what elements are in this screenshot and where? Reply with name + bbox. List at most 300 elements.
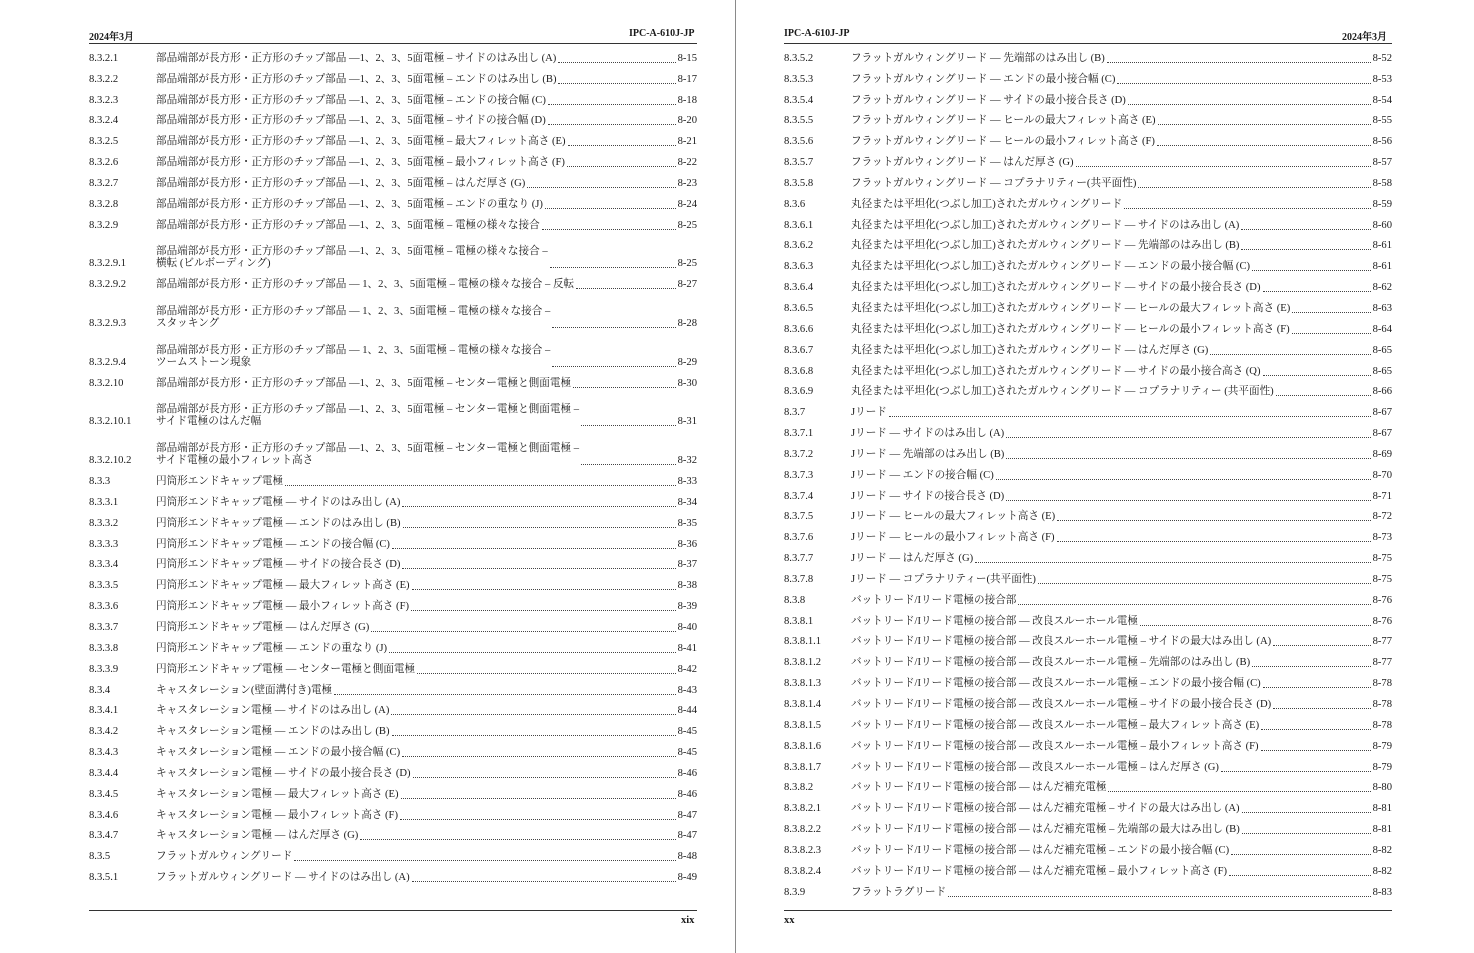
- toc-entry-title-wrap: [156, 789, 678, 801]
- left-page: [0, 0, 735, 953]
- toc-entry-number: 8.3.6: [784, 198, 806, 210]
- toc-entry-title-wrap: [156, 497, 678, 509]
- toc-dot-leader: [401, 797, 676, 799]
- toc-dot-leader: [1108, 790, 1370, 792]
- toc-entry-page: 8-81: [1372, 824, 1392, 836]
- toc-dot-leader: [360, 838, 675, 840]
- toc-entry[interactable]: [89, 679, 697, 700]
- toc-entry-title: バットリード/Iリード電極の接合部 — 改良スルーホール電極 – サイドの最大はみ出し (A): [851, 636, 1272, 648]
- toc-entry-page: 8-40: [677, 622, 697, 634]
- toc-entry-title: 部品端部が長方形・正方形のチップ部品 — 1、2、3、5面電極 – 電極の様々な接合 – ツームストーン現象: [156, 344, 551, 368]
- toc-dot-leader: [527, 186, 675, 188]
- toc-entry-title-wrap: [156, 601, 678, 613]
- toc-entry[interactable]: [89, 470, 697, 491]
- toc-entry-title-wrap: [851, 741, 1373, 753]
- toc-entry[interactable]: [89, 333, 697, 372]
- toc-dot-leader: [392, 734, 676, 736]
- toc-entry[interactable]: [89, 172, 697, 193]
- toc-entry[interactable]: [89, 741, 697, 762]
- toc-entry-title-wrap: [156, 246, 678, 270]
- toc-entry-page: 8-63: [1372, 302, 1392, 314]
- toc-entry-page: 8-22: [677, 157, 697, 169]
- toc-entry-number: 8.3.2.10.2: [89, 455, 132, 467]
- toc-entry-number: 8.3.5.2: [784, 52, 814, 64]
- toc-entry[interactable]: [784, 485, 1392, 506]
- toc-entry-title: 円筒形エンドキャップ電極 — エンドのはみ出し (B): [156, 517, 401, 529]
- toc-entry-title-wrap: [851, 282, 1373, 294]
- toc-entry-title: フラットガルウィングリード — サイドの最小接合長さ (D): [851, 94, 1126, 106]
- toc-entry-page: 8-61: [1372, 261, 1392, 273]
- toc-entry-title: 部品端部が長方形・正方形のチップ部品 —1、2、3、5面電極 – エンドの接合幅 (C): [156, 94, 546, 106]
- toc-entry[interactable]: [784, 610, 1392, 631]
- toc-entry-page: 8-83: [1372, 886, 1392, 898]
- toc-dot-leader: [545, 207, 676, 209]
- toc-dot-leader: [1128, 103, 1371, 105]
- toc-entry-title-wrap: [851, 845, 1373, 857]
- toc-entry[interactable]: [784, 443, 1392, 464]
- toc-entry[interactable]: [784, 631, 1392, 652]
- toc-entry-number: 8.3.7.1: [784, 428, 814, 440]
- toc-entry-title-wrap: [851, 324, 1373, 336]
- toc-entry[interactable]: [784, 151, 1392, 172]
- toc-entry[interactable]: [784, 756, 1392, 777]
- toc-dot-leader: [1229, 874, 1371, 876]
- toc-entry-title-wrap: [156, 220, 678, 232]
- toc-entry-title-wrap: [156, 643, 678, 655]
- toc-dot-leader: [371, 630, 675, 632]
- toc-entry-page: 8-78: [1372, 678, 1392, 690]
- toc-entry-page: 8-66: [1372, 386, 1392, 398]
- toc-entry-title-wrap: [156, 830, 678, 842]
- toc-dot-leader: [403, 526, 676, 528]
- toc-entry-number: 8.3.2.10.1: [89, 416, 132, 428]
- toc-entry-title-wrap: [851, 386, 1373, 398]
- toc-entry-title: バットリード/Iリード電極の接合部 — 改良スルーホール電極 – サイドの最小接合長さ (D): [851, 699, 1272, 710]
- toc-entry-page: 8-34: [677, 496, 697, 508]
- toc-dot-leader: [581, 463, 676, 465]
- toc-dot-leader: [1292, 311, 1370, 313]
- toc-entry[interactable]: [784, 547, 1392, 568]
- toc-entry-page: 8-71: [1372, 490, 1392, 502]
- right-footer-rule: [784, 910, 1392, 911]
- toc-dot-leader: [558, 61, 675, 63]
- toc-entry[interactable]: [89, 866, 697, 887]
- toc-entry-title-wrap: [851, 470, 1373, 482]
- toc-entry-page: 8-15: [677, 52, 697, 64]
- toc-entry-page: 8-82: [1372, 865, 1392, 877]
- toc-entry-page: 8-64: [1372, 323, 1392, 335]
- toc-entry-title-wrap: [851, 53, 1373, 65]
- toc-entry-number: 8.3.8.2.4: [784, 865, 822, 877]
- toc-entry-page: 8-45: [677, 747, 697, 759]
- toc-entry-number: 8.3.8.1.6: [784, 740, 822, 752]
- toc-entry-page: 8-21: [677, 136, 697, 148]
- toc-entry[interactable]: [784, 381, 1392, 402]
- page-spine: [735, 0, 736, 953]
- toc-entry[interactable]: [784, 172, 1392, 193]
- toc-entry[interactable]: [784, 214, 1392, 235]
- toc-entry-number: 8.3.7.4: [784, 490, 814, 502]
- toc-entry-title: 部品端部が長方形・正方形のチップ部品 —1、2、3、5面電極 – サイドのはみ出し (A): [156, 52, 557, 64]
- toc-entry-number: 8.3.3.8: [89, 642, 119, 654]
- toc-entry[interactable]: [784, 735, 1392, 756]
- toc-entry[interactable]: [89, 110, 697, 131]
- toc-entry[interactable]: [89, 393, 697, 432]
- toc-dot-leader: [1252, 665, 1370, 667]
- toc-entry-title: バットリード/Iリード電極の接合部 — 改良スルーホール電極 – 最大フィレット高さ (E): [851, 719, 1260, 731]
- toc-entry-page: 8-65: [1372, 365, 1392, 377]
- toc-entry-number: 8.3.4.6: [89, 809, 119, 821]
- toc-entry[interactable]: [784, 881, 1392, 902]
- toc-entry-title: キャスタレーション電極 — 最大フィレット高さ (E): [156, 788, 399, 800]
- toc-entry[interactable]: [784, 506, 1392, 527]
- toc-entry-number: 8.3.5.7: [784, 157, 814, 169]
- toc-entry-title-wrap: [156, 810, 678, 822]
- toc-entry-page: 8-69: [1372, 448, 1392, 460]
- toc-entry[interactable]: [89, 214, 697, 235]
- toc-entry[interactable]: [89, 595, 697, 616]
- toc-entry[interactable]: [89, 47, 697, 68]
- toc-entry-title: 丸径または平坦化(つぶし加工)されたガルウィングリード: [851, 198, 1123, 210]
- toc-entry-page: 8-52: [1372, 52, 1392, 64]
- toc-entry[interactable]: [784, 693, 1392, 714]
- toc-dot-leader: [1241, 248, 1370, 250]
- toc-entry-page: 8-37: [677, 559, 697, 571]
- left-header-rule: [89, 43, 697, 44]
- toc-entry[interactable]: [89, 68, 697, 89]
- toc-entry-number: 8.3.6.8: [784, 365, 814, 377]
- toc-entry-page: 8-36: [677, 538, 697, 550]
- toc-dot-leader: [1261, 728, 1370, 730]
- toc-entry[interactable]: [89, 783, 697, 804]
- toc-entry[interactable]: [784, 464, 1392, 485]
- toc-entry-title: バットリード/Iリード電極の接合部 — はんだ補充電極 – エンドの最小接合幅 (C): [851, 844, 1230, 856]
- toc-entry-title-wrap: [156, 178, 678, 190]
- toc-entry-title-wrap: [851, 782, 1373, 794]
- toc-entry[interactable]: [784, 360, 1392, 381]
- toc-entry[interactable]: [784, 235, 1392, 256]
- toc-entry-page: 8-20: [677, 115, 697, 127]
- toc-entry-title-wrap: [851, 178, 1373, 190]
- toc-entry-number: 8.3.2.9.4: [89, 356, 127, 368]
- toc-entry-page: 8-79: [1372, 761, 1392, 773]
- toc-entry-title: 丸径または平坦化(つぶし加工)されたガルウィングリード — 先端部のはみ出し (B): [851, 240, 1240, 252]
- toc-entry-title: 部品端部が長方形・正方形のチップ部品 —1、2、3、5面電極 – センター電極と側面電極 – サイド電極の最小フィレット高さ: [156, 443, 580, 467]
- toc-dot-leader: [1252, 269, 1371, 271]
- toc-entry-title-wrap: [851, 428, 1373, 440]
- toc-entry-page: 8-23: [677, 177, 697, 189]
- toc-entry-title-wrap: [851, 720, 1373, 732]
- toc-entry[interactable]: [89, 294, 697, 333]
- toc-entry[interactable]: [784, 89, 1392, 110]
- toc-entry-title-wrap: [851, 595, 1373, 607]
- toc-entry-title: 丸径または平坦化(つぶし加工)されたガルウィングリード — ヒールの最小フィレット高さ (F): [851, 323, 1290, 335]
- toc-entry-number: 8.3.6.5: [784, 302, 814, 314]
- toc-entry[interactable]: [784, 651, 1392, 672]
- toc-entry-title: フラットガルウィングリード — エンドの最小接合幅 (C): [851, 73, 1116, 85]
- toc-entry-number: 8.3.8: [784, 594, 806, 606]
- toc-entry-page: 8-76: [1372, 594, 1392, 606]
- toc-entry-number: 8.3.7.7: [784, 553, 814, 565]
- toc-entry-title: 円筒形エンドキャップ電極 — 最小フィレット高さ (F): [156, 601, 409, 613]
- toc-entry-number: 8.3.4.7: [89, 830, 119, 842]
- right-toc-list: [784, 47, 1392, 902]
- toc-entry-title: フラットガルウィングリード — ヒールの最大フィレット高さ (E): [851, 115, 1156, 127]
- toc-entry-title: バットリード/Iリード電極の接合部 — 改良スルーホール電極 – 先端部のはみ出し (B): [851, 657, 1251, 669]
- toc-entry[interactable]: [89, 235, 697, 274]
- toc-entry-title-wrap: [156, 157, 678, 169]
- toc-entry-number: 8.3.3.4: [89, 559, 119, 571]
- toc-entry-number: 8.3.8.2: [784, 782, 814, 794]
- toc-entry-number: 8.3.2.8: [89, 198, 119, 210]
- toc-entry-number: 8.3.2.5: [89, 136, 119, 148]
- toc-entry-number: 8.3.8.1.2: [784, 657, 822, 669]
- toc-entry-title: キャスタレーション電極 — 最小フィレット高さ (F): [156, 809, 398, 821]
- toc-entry-number: 8.3.5.1: [89, 872, 119, 884]
- toc-entry[interactable]: [784, 672, 1392, 693]
- toc-entry[interactable]: [89, 491, 697, 512]
- toc-entry-title: 円筒形エンドキャップ電極 — はんだ厚さ (G): [156, 622, 370, 634]
- toc-entry-number: 8.3.3.5: [89, 580, 119, 592]
- toc-entry-title: 部品端部が長方形・正方形のチップ部品 —1、2、3、5面電極 – 最小フィレット高さ (F): [156, 157, 565, 169]
- toc-entry-number: 8.3.5.4: [784, 94, 814, 106]
- toc-dot-leader: [1263, 686, 1371, 688]
- toc-entry-title: 部品端部が長方形・正方形のチップ部品 —1、2、3、5面電極 – 最大フィレット高さ (E): [156, 136, 566, 148]
- toc-entry-number: 8.3.8.1.3: [784, 678, 822, 690]
- toc-dot-leader: [567, 165, 676, 167]
- toc-entry-title-wrap: [851, 199, 1373, 211]
- toc-entry-title: フラットガルウィングリード — サイドのはみ出し (A): [156, 872, 410, 884]
- toc-entry-page: 8-57: [1372, 157, 1392, 169]
- toc-entry-page: 8-38: [677, 580, 697, 592]
- toc-entry-title-wrap: [851, 866, 1373, 878]
- toc-entry-page: 8-35: [677, 517, 697, 529]
- toc-dot-leader: [996, 478, 1371, 480]
- toc-dot-leader: [1018, 603, 1370, 605]
- toc-entry[interactable]: [784, 777, 1392, 798]
- toc-entry-page: 8-17: [677, 73, 697, 85]
- toc-entry-title: Jリード — 先端部のはみ出し (B): [851, 448, 1005, 460]
- toc-dot-leader: [548, 123, 676, 125]
- toc-entry-title-wrap: [851, 678, 1373, 690]
- toc-entry[interactable]: [784, 401, 1392, 422]
- toc-entry[interactable]: [784, 130, 1392, 151]
- toc-entry-title-wrap: [851, 616, 1373, 628]
- toc-entry-number: 8.3.2.10: [89, 377, 124, 389]
- toc-entry[interactable]: [784, 193, 1392, 214]
- toc-entry[interactable]: [784, 297, 1392, 318]
- toc-entry[interactable]: [89, 372, 697, 393]
- toc-dot-leader: [552, 365, 675, 367]
- toc-entry[interactable]: [89, 151, 697, 172]
- toc-dot-leader: [1231, 853, 1370, 855]
- toc-entry-title: バットリード/Iリード電極の接合部 — 改良スルーホール電極 – 最小フィレット高さ (F): [851, 740, 1259, 752]
- toc-entry[interactable]: [89, 89, 697, 110]
- toc-entry-number: 8.3.7.8: [784, 573, 814, 585]
- toc-entry-page: 8-30: [677, 377, 697, 389]
- toc-entry[interactable]: [89, 273, 697, 294]
- toc-entry-page: 8-58: [1372, 177, 1392, 189]
- toc-entry-title-wrap: [156, 95, 678, 107]
- toc-entry-title: 部品端部が長方形・正方形のチップ部品 —1、2、3、5面電極 – センター電極と側面電極 – サイド電極のはんだ幅: [156, 404, 580, 428]
- toc-entry-title-wrap: [851, 887, 1373, 899]
- toc-entry-page: 8-48: [677, 851, 697, 863]
- toc-entry-title-wrap: [851, 115, 1373, 127]
- toc-entry[interactable]: [89, 762, 697, 783]
- toc-entry-number: 8.3.2.9.2: [89, 279, 127, 291]
- right-page: [737, 0, 1474, 953]
- toc-entry-number: 8.3.3.3: [89, 538, 119, 550]
- right-page-number: xx: [784, 915, 795, 926]
- toc-entry-title-wrap: [851, 345, 1373, 357]
- toc-entry-title: 円筒形エンドキャップ電極 — 最大フィレット高さ (E): [156, 580, 410, 592]
- toc-entry[interactable]: [89, 845, 697, 866]
- toc-entry[interactable]: [784, 839, 1392, 860]
- toc-entry-number: 8.3.8.1.1: [784, 636, 822, 648]
- toc-entry-title-wrap: [851, 511, 1373, 523]
- toc-entry[interactable]: [89, 533, 697, 554]
- toc-entry-title-wrap: [851, 136, 1373, 148]
- toc-entry-title-wrap: [851, 553, 1373, 565]
- toc-entry-title: Jリード — ヒールの最小フィレット高さ (F): [851, 532, 1055, 544]
- toc-entry-title: フラットガルウィングリード — 先端部のはみ出し (B): [851, 52, 1105, 64]
- toc-entry-page: 8-46: [677, 767, 697, 779]
- toc-entry[interactable]: [89, 193, 697, 214]
- toc-entry[interactable]: [89, 720, 697, 741]
- toc-entry[interactable]: [89, 637, 697, 658]
- toc-entry[interactable]: [89, 658, 697, 679]
- toc-entry-title-wrap: [156, 74, 678, 86]
- toc-entry-number: 8.3.2.1: [89, 52, 119, 64]
- toc-dot-leader: [573, 386, 676, 388]
- toc-entry[interactable]: [784, 276, 1392, 297]
- toc-entry[interactable]: [784, 714, 1392, 735]
- toc-dot-leader: [294, 859, 675, 861]
- toc-entry[interactable]: [89, 700, 697, 721]
- toc-entry[interactable]: [784, 526, 1392, 547]
- toc-entry[interactable]: [784, 255, 1392, 276]
- toc-entry-title-wrap: [156, 685, 678, 697]
- toc-entry-title-wrap: [156, 539, 678, 551]
- toc-dot-leader: [1006, 436, 1370, 438]
- toc-entry-title: フラットラグリード: [851, 886, 947, 898]
- toc-entry[interactable]: [89, 130, 697, 151]
- toc-entry-number: 8.3.7.5: [784, 511, 814, 523]
- toc-entry-title: バットリード/Iリード電極の接合部 — 改良スルーホール電極 – はんだ厚さ (G): [851, 761, 1219, 773]
- toc-entry[interactable]: [784, 318, 1392, 339]
- toc-dot-leader: [389, 651, 676, 653]
- toc-dot-leader: [1124, 207, 1371, 209]
- toc-entry[interactable]: [784, 68, 1392, 89]
- toc-entry-title: Jリード — コプラナリティー(共平面性): [851, 573, 1036, 585]
- toc-entry[interactable]: [89, 616, 697, 637]
- right-header-doc-id: IPC-A-610J-JP: [784, 28, 850, 39]
- toc-entry-title: キャスタレーション電極 — はんだ厚さ (G): [156, 830, 359, 842]
- toc-entry[interactable]: [784, 422, 1392, 443]
- toc-entry-number: 8.3.7.2: [784, 448, 814, 460]
- toc-entry[interactable]: [89, 431, 697, 470]
- toc-entry[interactable]: [784, 110, 1392, 131]
- left-header-date: 2024年3月: [89, 32, 134, 43]
- toc-entry-title: フラットガルウィングリード — ヒールの最小フィレット高さ (F): [851, 136, 1155, 148]
- toc-entry-title-wrap: [851, 699, 1373, 711]
- toc-entry[interactable]: [89, 512, 697, 533]
- toc-entry-title-wrap: [156, 404, 678, 428]
- toc-entry[interactable]: [784, 797, 1392, 818]
- toc-entry-page: 8-61: [1372, 240, 1392, 252]
- toc-entry-title-wrap: [156, 306, 678, 330]
- toc-entry-number: 8.3.7: [784, 407, 806, 419]
- toc-dot-leader: [400, 818, 676, 820]
- toc-entry[interactable]: [89, 554, 697, 575]
- toc-entry-title: 部品端部が長方形・正方形のチップ部品 —1、2、3、5面電極 – エンドの重なり (J): [156, 198, 543, 210]
- toc-entry-number: 8.3.3: [89, 476, 111, 488]
- toc-entry-title: Jリード — ヒールの最大フィレット高さ (E): [851, 511, 1056, 523]
- toc-entry[interactable]: [784, 339, 1392, 360]
- toc-entry[interactable]: [784, 568, 1392, 589]
- toc-entry-title-wrap: [851, 762, 1373, 774]
- toc-entry-title: バットリード/Iリード電極の接合部 — はんだ補充電極 – 最小フィレット高さ (F): [851, 865, 1228, 877]
- toc-entry-page: 8-18: [677, 94, 697, 106]
- toc-entry-page: 8-31: [677, 416, 697, 428]
- toc-entry-title-wrap: [851, 407, 1373, 419]
- toc-entry-number: 8.3.6.6: [784, 323, 814, 335]
- toc-entry[interactable]: [89, 825, 697, 846]
- left-page-number: xix: [681, 915, 695, 926]
- toc-entry-page: 8-77: [1372, 636, 1392, 648]
- toc-entry[interactable]: [89, 574, 697, 595]
- toc-entry-page: 8-43: [677, 684, 697, 696]
- toc-entry-title: キャスタレーション電極 — エンドの最小接合幅 (C): [156, 747, 401, 759]
- toc-entry-title: 丸径または平坦化(つぶし加工)されたガルウィングリード — サイドのはみ出し (A): [851, 219, 1240, 231]
- toc-dot-leader: [1006, 457, 1370, 459]
- toc-entry-number: 8.3.5: [89, 851, 111, 863]
- toc-entry-page: 8-65: [1372, 344, 1392, 356]
- toc-entry-title: 丸径または平坦化(つぶし加工)されたガルウィングリード — サイドの最小接合長さ (D): [851, 282, 1261, 294]
- toc-entry[interactable]: [784, 818, 1392, 839]
- toc-entry-title: バットリード/Iリード電極の接合部 — はんだ補充電極 – 先端部の最大はみ出し (B): [851, 824, 1240, 836]
- toc-entry-title-wrap: [851, 574, 1373, 586]
- toc-entry-title: 丸径または平坦化(つぶし加工)されたガルウィングリード — サイドの最小接合高さ (Q): [851, 365, 1261, 377]
- toc-entry-title-wrap: [156, 580, 678, 592]
- toc-entry-title-wrap: [851, 657, 1373, 669]
- toc-entry-title: Jリード — はんだ厚さ (G): [851, 553, 974, 565]
- toc-dot-leader: [285, 484, 675, 486]
- toc-entry-page: 8-46: [677, 788, 697, 800]
- toc-entry-title-wrap: [156, 851, 678, 863]
- toc-dot-leader: [542, 228, 676, 230]
- toc-entry-title: フラットガルウィングリード: [156, 851, 293, 863]
- toc-entry-title-wrap: [156, 622, 678, 634]
- toc-entry-title-wrap: [156, 518, 678, 530]
- toc-entry-number: 8.3.8.1: [784, 615, 814, 627]
- toc-entry[interactable]: [89, 804, 697, 825]
- toc-entry-title-wrap: [851, 240, 1373, 252]
- toc-entry-number: 8.3.4.1: [89, 705, 119, 717]
- toc-entry-title: 部品端部が長方形・正方形のチップ部品 —1、2、3、5面電極 – 電極の様々な接合 – 横転 (ビルボーディング): [156, 246, 548, 270]
- toc-entry-title: バットリード/Iリード電極の接合部 — 改良スルーホール電極 – エンドの最小接合幅 (C): [851, 678, 1261, 690]
- toc-dot-leader: [411, 609, 676, 611]
- toc-entry-page: 8-39: [677, 601, 697, 613]
- toc-dot-leader: [1241, 228, 1370, 230]
- toc-entry[interactable]: [784, 860, 1392, 881]
- toc-entry-number: 8.3.8.1.4: [784, 699, 822, 710]
- toc-dot-leader: [1210, 353, 1370, 355]
- toc-entry[interactable]: [784, 47, 1392, 68]
- toc-entry-page: 8-62: [1372, 282, 1392, 294]
- toc-entry[interactable]: [784, 589, 1392, 610]
- toc-entry-number: 8.3.8.2.2: [784, 824, 822, 836]
